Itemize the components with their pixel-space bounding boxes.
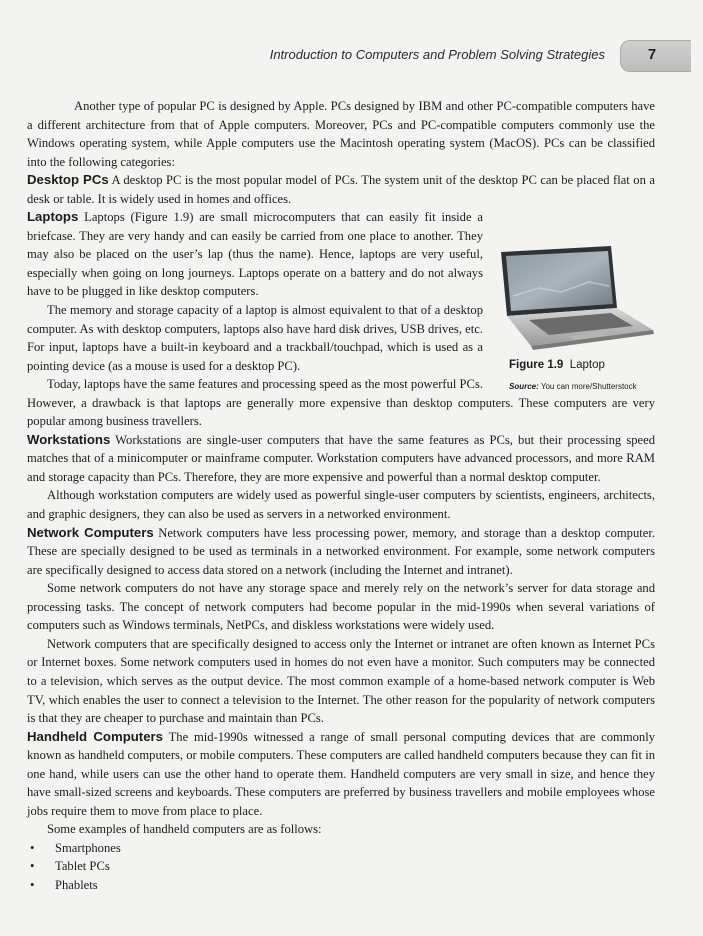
list-item: • Smartphones bbox=[27, 839, 655, 858]
figure-laptop bbox=[499, 246, 655, 391]
workstations-section bbox=[27, 431, 655, 487]
running-title: Introduction to Computers and Problem Solving Strategies bbox=[269, 47, 605, 62]
desktop-text: A desktop PC is the most popular model of PCs. The system unit of the desktop PC can be placed flat on a desk or table. It is widely used in homes and offices. bbox=[27, 173, 655, 206]
laptops-heading: Laptops bbox=[27, 209, 79, 225]
network-heading: Network Computers bbox=[27, 524, 154, 540]
page-number: 7 bbox=[647, 46, 657, 63]
network-section bbox=[27, 524, 655, 580]
figure-label: Figure 1.9 bbox=[509, 359, 564, 372]
page-header bbox=[0, 40, 703, 70]
desktop-heading: Desktop PCs bbox=[27, 172, 109, 188]
handheld-section bbox=[27, 728, 655, 821]
handheld-text-1: The mid-1990s witnessed a range of small personal computing devices that are commonly known as handheld computers, or mobile computers. These computers are called handheld computers because they can fit in one hand, while users can use the other hand to operate them. Handheld computers are very small in size, and hence they have small-sized screens and keyboards. These computers are preferred by business travellers and mobile employees whose jobs require them to move from place to place. bbox=[27, 729, 656, 818]
workstations-text-1: Workstations are single-user computers that have the same features as PCs, but their processing speed matches that of a minicomputer or mainframe computer. Workstation computers have advanced processors, and more RAM and storage capacity than PCs. Therefore, they are more expensive and powerful than a normal desktop computer. bbox=[27, 432, 655, 484]
laptop-image bbox=[499, 246, 655, 350]
laptops-text-1: Laptops (Figure 1.9) are small microcomputers that can easily fit inside a briefcase. They are very handy and can easily be carried from one place to another. They may also be placed on the user’s lap (thus the name). Hence, laptops are very useful, especially when going on long journeys. Laptops operate on a battery and do not always have to be plugged in like desktop computers. bbox=[27, 210, 483, 299]
laptops-paragraph-3: Today, laptops have the same features and processing speed as the most powerful PCs. However, a drawback is that laptops are generally more expensive than desktop computers. These computers are very popular among business travellers. bbox=[27, 377, 655, 429]
workstations-paragraph-2: Although workstation computers are widely used as powerful single-user computers by scientists, engineers, architects, and graphic designers, they can also be used as servers in a networked environment. bbox=[27, 488, 655, 522]
network-text-1: Network computers have less processing power, memory, and storage than a desktop computer. These are specially designed to be used as terminals in a networked environment. For example, some network computers are specifically designed to access data stored on a network (including the Internet and intranet). bbox=[27, 525, 655, 577]
figure-source-text: You can more/Shutterstock bbox=[540, 381, 637, 391]
figure-caption-text: Laptop bbox=[569, 359, 605, 372]
network-paragraph-3: Network computers that are specifically designed to access only the Internet or intranet are often known as Internet PCs or Internet boxes. Some network computers used in homes do not even have a monitor. Such computers may be connected to a television, which serves as the output device. The most common example of a home-based network computer is Web TV, which enables the user to connect a television to the Internet. The other reason for the popularity of network computers is that they are cheaper to purchase and maintain than PCs. bbox=[27, 636, 655, 726]
workstations-heading: Workstations bbox=[27, 431, 111, 447]
list-item: • Tablet PCs bbox=[27, 857, 655, 876]
desktop-section bbox=[27, 171, 655, 208]
page-body bbox=[27, 97, 655, 895]
page-number-tab bbox=[620, 40, 691, 72]
handheld-heading: Handheld Computers bbox=[27, 728, 163, 744]
figure-source-label: Source: bbox=[509, 381, 539, 391]
laptops-paragraph-2: The memory and storage capacity of a laptop is almost equivalent to that of a desktop computer. As with desktop computers, laptops also have hard disk drives, USB drives, etc. For input, laptops have a built-in keyboard and a trackball/touchpad, which is used as a pointing device (as a mouse is used for a desktop PC). bbox=[27, 303, 483, 373]
handheld-examples-list bbox=[27, 839, 655, 895]
handheld-paragraph-2: Some examples of handheld computers are as follows: bbox=[47, 822, 322, 837]
intro-paragraph: Another type of popular PC is designed by Apple. PCs designed by IBM and other PC-compatible computers have a different architecture from that of Apple computers. Moreover, PCs and PC-compatible computers commonly use the Windows operating system, while Apple computers use the Macintosh operating system (MacOS). PCs can be classified into the following categories: bbox=[27, 99, 655, 169]
network-paragraph-2: Some network computers do not have any storage space and merely rely on the network’s server for data storage and processing tasks. The concept of network computers had become popular in the mid-1990s when several variations of computers such as Windows terminals, NetPCs, and diskless workstations were widely used. bbox=[27, 581, 655, 633]
figure-caption bbox=[509, 356, 659, 396]
list-item: • Phablets bbox=[27, 876, 655, 895]
